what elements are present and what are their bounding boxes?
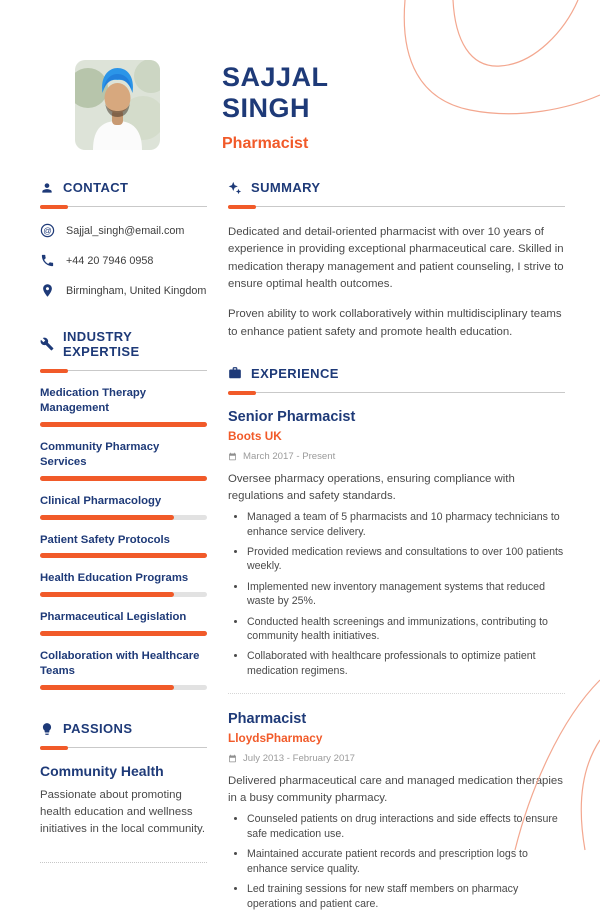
passions-heading: PASSIONS bbox=[63, 721, 133, 737]
job-dates bbox=[228, 753, 565, 764]
skill-bar-track bbox=[40, 685, 207, 690]
passion-item bbox=[40, 763, 207, 863]
calendar-icon bbox=[228, 754, 237, 763]
expertise-section bbox=[40, 329, 207, 690]
section-divider bbox=[228, 206, 565, 207]
contact-item bbox=[40, 223, 207, 238]
skill-bar-track bbox=[40, 553, 207, 558]
phone-icon bbox=[40, 253, 55, 268]
skill-bar-track bbox=[40, 631, 207, 636]
profile-photo-illustration bbox=[75, 60, 160, 150]
skill-label: Community Pharmacy Services bbox=[40, 440, 160, 468]
job-dates-text: July 2013 - February 2017 bbox=[243, 753, 355, 765]
passions-section-header bbox=[40, 721, 207, 736]
passions-section bbox=[40, 721, 207, 863]
skill-bar-fill bbox=[40, 422, 207, 427]
job-bullet: • Collaborated with healthcare professionals to optimize patient medication regimens. bbox=[247, 649, 565, 678]
passion-description: Passionate about promoting health education and wellness initiatives in the local community. bbox=[40, 789, 206, 836]
briefcase-icon bbox=[228, 366, 242, 380]
skill-item bbox=[40, 533, 207, 559]
skill-item bbox=[40, 386, 207, 427]
jobs-list bbox=[228, 409, 565, 911]
last-name: SINGH bbox=[222, 93, 311, 123]
skill-item bbox=[40, 440, 207, 481]
job-bullet: • Counseled patients on drug interactions and side effects to ensure safe medication use. bbox=[247, 812, 565, 841]
job-bullet: • Maintained accurate patient records and prescription logs to enhance service quality. bbox=[247, 847, 565, 876]
passion-title: Community Health bbox=[40, 763, 164, 780]
skill-bar-track bbox=[40, 592, 207, 597]
skill-label: Health Education Programs bbox=[40, 572, 189, 585]
contact-list bbox=[40, 223, 207, 298]
job-description: Oversee pharmacy operations, ensuring compliance with regulations and safety standards. bbox=[228, 472, 515, 503]
at-icon bbox=[40, 223, 55, 238]
skill-item bbox=[40, 494, 207, 520]
skill-bar-track bbox=[40, 515, 207, 520]
section-divider bbox=[40, 370, 207, 371]
skill-bar-track bbox=[40, 476, 207, 481]
summary-heading: SUMMARY bbox=[251, 180, 321, 195]
section-divider bbox=[228, 392, 565, 393]
job-bullet: • Managed a team of 5 pharmacists and 10 pharmacy technicians to enhance service delivery. bbox=[247, 510, 565, 539]
job-company: Boots UK bbox=[228, 428, 282, 443]
job-title: Senior Pharmacist bbox=[228, 408, 356, 425]
profession-title: Pharmacist bbox=[222, 135, 309, 152]
skill-bar-fill bbox=[40, 553, 207, 558]
skill-label: Patient Safety Protocols bbox=[40, 533, 170, 546]
contact-section bbox=[40, 180, 207, 298]
contact-item-text: Sajjal_singh@email.com bbox=[66, 224, 185, 237]
job-dates bbox=[228, 451, 565, 462]
profile-photo bbox=[75, 60, 160, 150]
left-sidebar bbox=[40, 180, 207, 917]
job-title: Pharmacist bbox=[228, 711, 307, 728]
job-bullet: • Conducted health screenings and immunizations, contributing to community health initiatives. bbox=[247, 615, 565, 644]
skills-list bbox=[40, 386, 207, 690]
sparkles-icon bbox=[228, 181, 242, 195]
summary-paragraph: Proven ability to work collaboratively within multidisciplinary teams to enhance patient safety and promote health education. bbox=[228, 308, 562, 338]
contact-item-text: +44 20 7946 0958 bbox=[66, 254, 154, 267]
header bbox=[0, 0, 600, 153]
main-column bbox=[228, 180, 565, 917]
job-bullet-list bbox=[247, 510, 565, 678]
skill-label: Medication Therapy Management bbox=[40, 387, 147, 414]
skill-label: Clinical Pharmacology bbox=[40, 494, 162, 507]
summary-paragraph: Dedicated and detail-oriented pharmacist with over 10 years of experience in providing exceptional pharmaceutical care. Skilled in medication therapy management and patient counseling, I strive to ensure optimal health outcomes. bbox=[228, 226, 564, 290]
summary-paragraphs bbox=[228, 224, 565, 341]
job-company: LloydsPharmacy bbox=[228, 731, 323, 746]
skill-bar-fill bbox=[40, 476, 207, 481]
experience-section bbox=[228, 366, 565, 911]
skill-bar-fill bbox=[40, 515, 174, 520]
contact-item bbox=[40, 253, 207, 268]
job-entry bbox=[228, 693, 565, 911]
contact-section-header bbox=[40, 180, 207, 195]
user-icon bbox=[40, 181, 54, 195]
skill-label: Collaboration with Healthcare Teams bbox=[40, 650, 200, 678]
calendar-icon bbox=[228, 452, 237, 461]
job-dates-text: March 2017 - Present bbox=[243, 450, 336, 462]
contact-heading: CONTACT bbox=[63, 180, 129, 195]
passions-list bbox=[40, 763, 207, 863]
experience-heading: EXPERIENCE bbox=[251, 365, 339, 381]
skill-bar-track bbox=[40, 422, 207, 427]
summary-section bbox=[228, 180, 565, 341]
skill-bar-fill bbox=[40, 685, 174, 690]
skill-item bbox=[40, 610, 207, 636]
skill-item bbox=[40, 649, 207, 690]
name-block bbox=[222, 60, 329, 153]
experience-section-header bbox=[228, 366, 565, 381]
first-name: SAJJAL bbox=[222, 62, 329, 92]
job-bullet: • Provided medication reviews and consultations to over 100 patients weekly. bbox=[247, 545, 565, 574]
svg-text:@: @ bbox=[43, 225, 52, 236]
content-columns bbox=[0, 153, 600, 917]
expertise-heading: INDUSTRY EXPERTISE bbox=[63, 329, 140, 359]
wrench-icon bbox=[40, 337, 54, 351]
skill-label: Pharmaceutical Legislation bbox=[40, 611, 187, 624]
skill-bar-fill bbox=[40, 592, 174, 597]
job-bullet-list bbox=[247, 812, 565, 910]
section-divider bbox=[40, 206, 207, 207]
job-bullet: • Led training sessions for new staff members on pharmacy operations and patient care. bbox=[247, 882, 565, 911]
lightbulb-icon bbox=[40, 722, 54, 736]
contact-item-text: Birmingham, United Kingdom bbox=[66, 284, 207, 297]
skill-item bbox=[40, 571, 207, 597]
contact-item bbox=[40, 283, 207, 298]
job-entry bbox=[228, 409, 565, 678]
job-bullet: • Implemented new inventory management systems that reduced waste by 25%. bbox=[247, 580, 565, 609]
summary-section-header bbox=[228, 180, 565, 195]
job-description: Delivered pharmaceutical care and managed medication therapies in a busy community pharmacy. bbox=[228, 775, 563, 805]
section-divider bbox=[40, 747, 207, 748]
location-icon bbox=[40, 283, 55, 298]
expertise-section-header bbox=[40, 329, 207, 359]
skill-bar-fill bbox=[40, 631, 207, 636]
